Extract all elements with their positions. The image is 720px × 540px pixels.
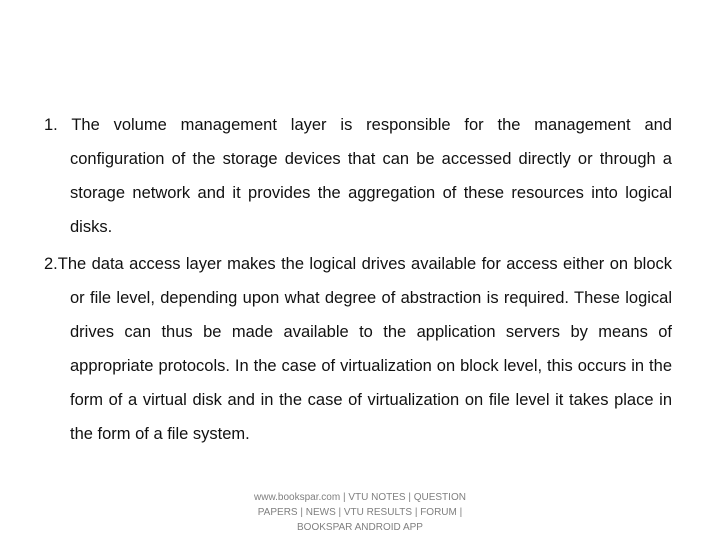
- paragraph-data-access: 2.The data access layer makes the logical drives available for access either on block or file level, depending upon what degree of abstraction is required. These logical drives can thus be made available to the application servers by means of appropriate protocols. In the case of virtualization on block level, this occurs in the form of a virtual disk and in the case of virtualization on file level it takes place in the form of a file system.: [44, 254, 672, 443]
- paragraph-volume-management: 1. The volume management layer is responsible for the management and configuration of the storage devices that can be accessed directly or through a storage network and it provides the aggregation of these resources into logical disks.: [44, 115, 672, 236]
- footer-links: www.bookspar.com | VTU NOTES | QUESTION PAPERS | NEWS | VTU RESULTS | FORUM | BOOKSPAR ANDROID APP: [254, 492, 466, 533]
